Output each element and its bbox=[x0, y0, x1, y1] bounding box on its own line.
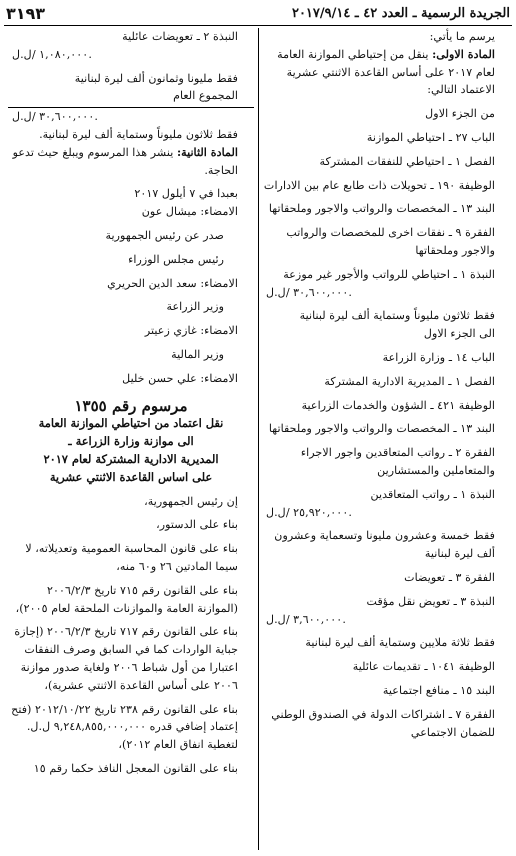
subitem-2-family: النبذة ٢ ـ تعويضات عائلية bbox=[122, 30, 238, 43]
decree-title: مرسوم رقم ١٣٥٥ bbox=[74, 396, 188, 415]
issued-by: صدر عن رئيس الجمهورية bbox=[105, 228, 224, 242]
signature-president: الامضاء: ميشال عون bbox=[141, 205, 238, 219]
based-law-238: بناء على القانون رقم ٢٣٨ تاريخ ٢٠١٢/١٠/٢٢ (فتح إعتماد إضافي قدره ٩,٢٤٨,٨٥٥,٠٠٠,٠٠٠ ل.ل. لتغطية انفاق العام ٢٠١٢)، bbox=[11, 702, 238, 752]
based-law-717: بناء على القانون رقم ٧١٧ تاريخ ٢٠٠٦/٢/٣ (إجازة جباية الواردات كما في السابق وصرف النفقات اعتبارا من أول شباط ٢٠٠٦ ولغاية صدور موازنة ٢٠٠٦ على أساس القاعدة الاثنتي عشرية)، bbox=[14, 625, 238, 692]
date-line: بعبدا في ٧ أيلول ٢٠١٧ bbox=[134, 187, 238, 201]
function-1041: الوظيفة ١٠٤١ ـ تقديمات عائلية bbox=[352, 660, 495, 674]
page-number: ٣١٩٣ bbox=[6, 3, 46, 23]
to-part: الى الجزء الاول bbox=[423, 327, 495, 341]
paragraph-7: الفقرة ٧ ـ اشتراكات الدولة في الصندوق الوطني للضمان الاجتماعي bbox=[271, 707, 495, 739]
agri-minister: وزير الزراعة bbox=[166, 300, 224, 314]
words-30-6: فقط ثلاثون مليوناً وستماية ألف ليرة لبنانية bbox=[299, 309, 495, 323]
section-1-admin: الفصل ١ ـ المديرية الادارية المشتركة bbox=[324, 374, 495, 388]
function-421: الوظيفة ٤٢١ ـ الشؤون والخدمات الزراعية bbox=[301, 398, 495, 412]
item-13-a: البند ١٣ ـ المخصصات والرواتب والاجور وملحقاتها bbox=[268, 202, 495, 216]
left-column bbox=[8, 28, 254, 850]
amount-25-92: ٢٥,٩٢٠,٠٠٠ /ل.ل. bbox=[266, 505, 352, 519]
subitem-1-contract: النبذة ١ ـ رواتب المتعاقدين bbox=[370, 487, 495, 501]
chapter-14: الباب ١٤ ـ وزارة الزراعة bbox=[382, 350, 495, 364]
amount-3-6: ٣,٦٠٠,٠٠٠ /ل.ل. bbox=[266, 612, 346, 626]
words-1-08: فقط مليونا وثمانون ألف ليرة لبنانية bbox=[74, 71, 238, 85]
article-2 bbox=[8, 144, 254, 180]
based-constitution: بناء على الدستور، bbox=[156, 518, 238, 532]
amount-30-6: ٣٠,٦٠٠,٠٠٠ /ل.ل. bbox=[266, 285, 352, 299]
item-15: البند ١٥ ـ منافع اجتماعية bbox=[382, 683, 495, 697]
president-line: إن رئيس الجمهورية، bbox=[144, 494, 238, 508]
based-urgent-law: بناء على القانون المعجل النافذ حكما رقم ١٥ bbox=[33, 761, 238, 775]
page-header bbox=[6, 2, 510, 24]
intro-line: يرسم ما يأتي: bbox=[429, 30, 495, 43]
words-25-92: فقط خمسة وعشرون مليونا وتسعماية وعشرون ألف ليرة لبنانية bbox=[274, 529, 495, 561]
chapter-27: الباب ٢٧ ـ احتياطي الموازنة bbox=[366, 130, 495, 144]
pm-title: رئيس مجلس الوزراء bbox=[128, 252, 224, 266]
signature-agri: الامضاء: غازي زعيتر bbox=[144, 324, 238, 338]
item-13-b: البند ١٣ ـ المخصصات والرواتب والاجور وملحقاتها bbox=[268, 422, 495, 436]
paragraph-9: الفقرة ٩ ـ نفقات اخرى للمخصصات والرواتب والاجور وملحقاتها bbox=[286, 226, 495, 257]
signature-finance: الامضاء: علي حسن خليل bbox=[122, 371, 238, 385]
paragraph-3: الفقرة ٣ ـ تعويضات bbox=[404, 570, 495, 584]
subitem-3-transport: النبذة ٣ ـ تعويض نقل مؤقت bbox=[366, 594, 495, 608]
right-column bbox=[262, 28, 511, 850]
section-1-common: الفصل ١ ـ احتياطي للنفقات المشتركة bbox=[319, 154, 495, 168]
based-accounting-law: بناء على قانون المحاسبة العمومية وتعديلاته، لا سيما المادتين ٢٦ و٦٠ منه، bbox=[25, 542, 238, 573]
words-3-6: فقط ثلاثة ملايين وستماية ألف ليرة لبنانية bbox=[305, 636, 495, 650]
function-190: الوظيفة ١٩٠ ـ تحويلات ذات طابع عام بين الادارات bbox=[263, 178, 495, 192]
gazette-title: الجريدة الرسمية ـ العدد ٤٢ ـ ٢٠١٧/٩/١٤ bbox=[291, 5, 510, 21]
article-1 bbox=[262, 46, 511, 99]
column-divider bbox=[258, 28, 259, 850]
article-2-text: ينشر هذا المرسوم ويبلغ حيث تدعو الحاجة. bbox=[12, 145, 238, 177]
article-1-text: ينقل من إحتياطي الموازنة العامة لعام ٢٠١٧ على أساس القاعدة الاثنتي عشرية الاعتماد التالي: bbox=[277, 47, 495, 97]
decree-subtitle-3: المديرية الادارية المشتركة لعام ٢٠١٧ bbox=[43, 451, 219, 466]
total-label: المجموع العام bbox=[173, 89, 238, 103]
decree-subtitle-1: نقل اعتماد من احتياطي الموازنة العامة bbox=[38, 416, 224, 431]
amount-1-08: ١,٠٨٠,٠٠٠ /ل.ل. bbox=[12, 47, 92, 61]
based-law-715: بناء على القانون رقم ٧١٥ تاريخ ٢٠٠٦/٢/٣ (الموازنة العامة والموازنات الملحقة لعام ٢٠٠٥)، bbox=[15, 583, 238, 615]
subitem-1-reserve: النبذة ١ ـ احتياطي للرواتب والأجور غير موزعة bbox=[283, 267, 495, 281]
total-amount: ٣٠,٦٠٠,٠٠٠ /ل.ل. bbox=[8, 107, 254, 126]
header-rule bbox=[4, 25, 512, 26]
finance-minister: وزير المالية bbox=[171, 347, 224, 361]
article-2-label: المادة الثانية: bbox=[176, 144, 238, 159]
total-words: فقط ثلاثون مليوناً وستماية ألف ليرة لبنانية. bbox=[39, 127, 238, 141]
decree-subtitle-4: على اساس القاعدة الاثنتي عشرية bbox=[49, 469, 213, 484]
from-part: من الجزء الاول bbox=[425, 107, 495, 121]
decree-subtitle-2: الى موازنة وزارة الزراعة ـ bbox=[68, 434, 194, 449]
paragraph-2: الفقرة ٢ ـ رواتب المتعاقدين واجور الاجراء والمتعاملين والمستشارين bbox=[300, 446, 495, 477]
article-1-label: المادة الاولى: bbox=[432, 46, 495, 61]
signature-pm: الامضاء: سعد الدين الحريري bbox=[107, 276, 238, 290]
